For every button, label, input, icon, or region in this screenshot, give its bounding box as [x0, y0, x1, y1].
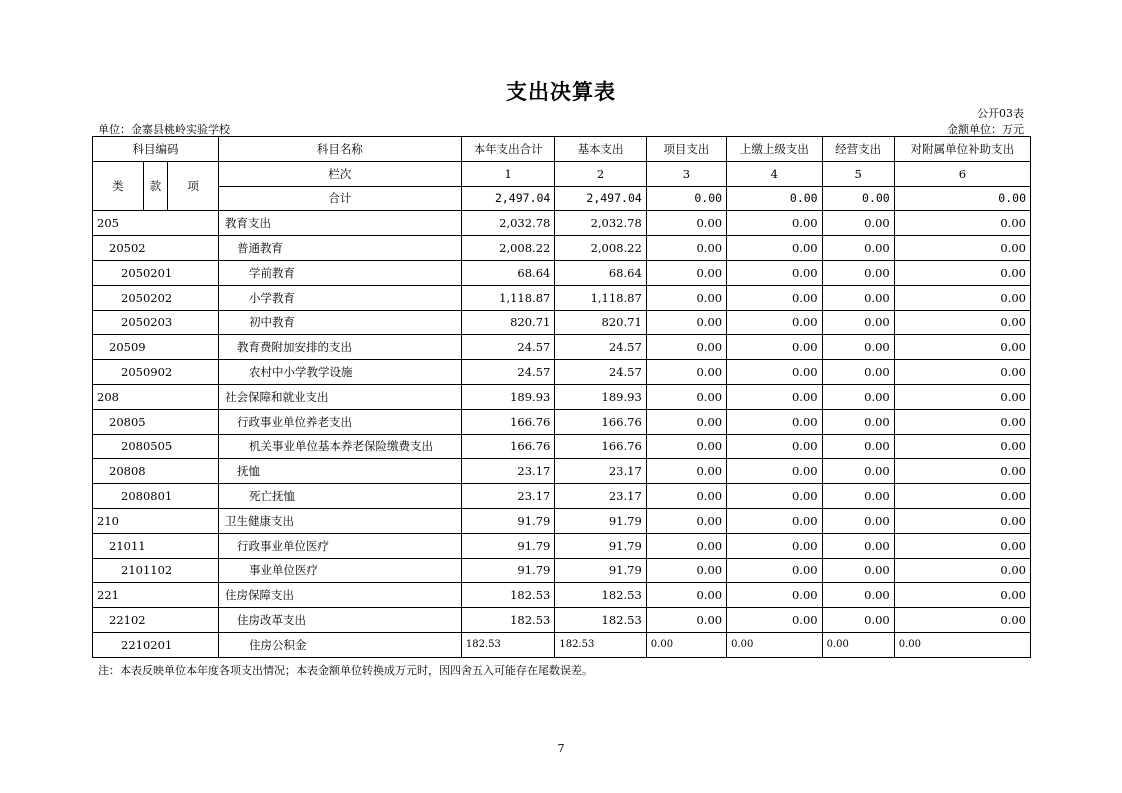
total-value: 0.00: [646, 186, 726, 211]
col-num: 4: [727, 161, 823, 186]
table-row: [93, 384, 1031, 409]
amount-cell: 182.53: [555, 583, 646, 608]
amount-cell: 0.00: [646, 608, 726, 633]
table-row: [93, 360, 1031, 385]
amount-cell: 182.53: [461, 632, 554, 657]
amount-cell: 0.00: [894, 484, 1030, 509]
amount-cell: 0.00: [646, 583, 726, 608]
amount-cell: 0.00: [727, 434, 823, 459]
table-row: [93, 236, 1031, 261]
amount-cell: 0.00: [727, 558, 823, 583]
amount-cell: 24.57: [555, 360, 646, 385]
amount-cell: 0.00: [894, 508, 1030, 533]
amount-cell: 0.00: [727, 285, 823, 310]
subject-name: 住房保障支出: [218, 583, 461, 608]
amount-cell: 91.79: [461, 533, 554, 558]
amount-cell: 0.00: [727, 632, 823, 657]
subject-name: 抚恤: [218, 459, 461, 484]
amount-cell: 0.00: [822, 508, 894, 533]
subject-name: 教育支出: [218, 211, 461, 236]
amount-cell: 0.00: [822, 608, 894, 633]
amount-cell: 0.00: [822, 409, 894, 434]
subject-code: 2210201: [93, 632, 219, 657]
amount-cell: 0.00: [727, 384, 823, 409]
amount-cell: 23.17: [461, 459, 554, 484]
amount-cell: 0.00: [894, 384, 1030, 409]
amount-cell: 68.64: [555, 260, 646, 285]
amount-cell: 0.00: [646, 434, 726, 459]
amount-cell: 0.00: [822, 434, 894, 459]
amount-cell: 0.00: [822, 533, 894, 558]
amount-cell: 0.00: [822, 211, 894, 236]
amount-cell: 0.00: [822, 360, 894, 385]
amount-cell: 0.00: [822, 260, 894, 285]
table-row: [93, 583, 1031, 608]
subject-code: 20805: [93, 409, 219, 434]
amount-cell: 0.00: [646, 632, 726, 657]
header-code: 科目编码: [93, 137, 219, 162]
subject-name: 行政事业单位养老支出: [218, 409, 461, 434]
table-row: [93, 459, 1031, 484]
amount-cell: 0.00: [822, 558, 894, 583]
table-row: [93, 211, 1031, 236]
subject-name: 行政事业单位医疗: [218, 533, 461, 558]
amount-cell: 91.79: [555, 558, 646, 583]
amount-cell: 0.00: [727, 583, 823, 608]
amount-cell: 0.00: [894, 608, 1030, 633]
subject-name: 机关事业单位基本养老保险缴费支出: [218, 434, 461, 459]
amount-cell: 0.00: [727, 484, 823, 509]
total-value: 0.00: [727, 186, 823, 211]
header-col-basic: 基本支出: [555, 137, 646, 162]
amount-cell: 182.53: [461, 608, 554, 633]
amount-cell: 23.17: [555, 459, 646, 484]
amount-cell: 0.00: [894, 211, 1030, 236]
amount-cell: 166.76: [461, 409, 554, 434]
subject-name: 学前教育: [218, 260, 461, 285]
amount-cell: 820.71: [555, 310, 646, 335]
table-row: [93, 409, 1031, 434]
amount-cell: 0.00: [894, 434, 1030, 459]
amount-cell: 166.76: [555, 434, 646, 459]
subject-name: 小学教育: [218, 285, 461, 310]
subject-code: 210: [93, 508, 219, 533]
amount-cell: 68.64: [461, 260, 554, 285]
amount-cell: 0.00: [727, 211, 823, 236]
subject-code: 20502: [93, 236, 219, 261]
amount-cell: 0.00: [822, 632, 894, 657]
subject-code: 20509: [93, 335, 219, 360]
subject-name: 初中教育: [218, 310, 461, 335]
header-col-business: 经营支出: [822, 137, 894, 162]
amount-cell: 0.00: [727, 533, 823, 558]
header-xiang: 项: [168, 161, 219, 211]
amount-cell: 0.00: [894, 459, 1030, 484]
amount-cell: 0.00: [646, 459, 726, 484]
amount-cell: 0.00: [646, 211, 726, 236]
amount-cell: 0.00: [646, 260, 726, 285]
amount-cell: 166.76: [461, 434, 554, 459]
amount-cell: 0.00: [646, 558, 726, 583]
subject-code: 205: [93, 211, 219, 236]
amount-cell: 0.00: [894, 583, 1030, 608]
amount-unit-label: 金额单位：万元: [947, 123, 1024, 136]
subject-code: 2080801: [93, 484, 219, 509]
amount-cell: 0.00: [646, 310, 726, 335]
table-row: [93, 558, 1031, 583]
subject-name: 住房改革支出: [218, 608, 461, 633]
amount-cell: 0.00: [727, 335, 823, 360]
amount-cell: 0.00: [894, 409, 1030, 434]
subject-code: 2050902: [93, 360, 219, 385]
header-col-project: 项目支出: [646, 137, 726, 162]
amount-cell: 0.00: [894, 236, 1030, 261]
amount-cell: 0.00: [822, 459, 894, 484]
amount-cell: 0.00: [822, 335, 894, 360]
subject-code: 21011: [93, 533, 219, 558]
total-row: [93, 186, 1031, 211]
amount-cell: 2,032.78: [555, 211, 646, 236]
subject-name: 教育费附加安排的支出: [218, 335, 461, 360]
amount-cell: 182.53: [555, 608, 646, 633]
amount-cell: 91.79: [555, 533, 646, 558]
amount-cell: 0.00: [822, 583, 894, 608]
subject-code: 20808: [93, 459, 219, 484]
header-col-total: 本年支出合计: [461, 137, 554, 162]
amount-cell: 0.00: [894, 632, 1030, 657]
amount-cell: 0.00: [822, 236, 894, 261]
col-num: 1: [461, 161, 554, 186]
amount-cell: 0.00: [894, 260, 1030, 285]
total-value: 2,497.04: [461, 186, 554, 211]
table-row: [93, 533, 1031, 558]
subject-code: 2050201: [93, 260, 219, 285]
amount-cell: 0.00: [727, 459, 823, 484]
amount-cell: 0.00: [894, 335, 1030, 360]
amount-cell: 24.57: [461, 335, 554, 360]
footnote: 注：本表反映单位本年度各项支出情况；本表金额单位转换成万元时，因四舍五入可能存在尾数误差。: [98, 664, 593, 677]
subject-code: 2101102: [93, 558, 219, 583]
total-value: 0.00: [822, 186, 894, 211]
amount-cell: 24.57: [555, 335, 646, 360]
amount-cell: 0.00: [727, 360, 823, 385]
header-col-subsidy: 对附属单位补助支出: [894, 137, 1030, 162]
col-num: 5: [822, 161, 894, 186]
amount-cell: 0.00: [894, 285, 1030, 310]
amount-cell: 0.00: [646, 285, 726, 310]
form-number: 公开03表: [977, 107, 1024, 120]
amount-cell: 0.00: [727, 310, 823, 335]
header-lei: 类: [93, 161, 144, 211]
amount-cell: 0.00: [646, 384, 726, 409]
amount-cell: 0.00: [894, 360, 1030, 385]
subject-name: 农村中小学教学设施: [218, 360, 461, 385]
amount-cell: 182.53: [555, 632, 646, 657]
col-num: 2: [555, 161, 646, 186]
amount-cell: 2,032.78: [461, 211, 554, 236]
amount-cell: 0.00: [894, 310, 1030, 335]
table-row: [93, 285, 1031, 310]
amount-cell: 0.00: [727, 260, 823, 285]
subject-name: 社会保障和就业支出: [218, 384, 461, 409]
subject-name: 事业单位医疗: [218, 558, 461, 583]
table-row: [93, 310, 1031, 335]
page-number: 7: [557, 742, 565, 755]
subject-name: 住房公积金: [218, 632, 461, 657]
subject-code: 2050203: [93, 310, 219, 335]
amount-cell: 0.00: [894, 558, 1030, 583]
expenditure-table: [92, 136, 1031, 658]
amount-cell: 189.93: [461, 384, 554, 409]
amount-cell: 0.00: [822, 310, 894, 335]
amount-cell: 0.00: [646, 409, 726, 434]
col-num: 3: [646, 161, 726, 186]
amount-cell: 0.00: [894, 533, 1030, 558]
amount-cell: 24.57: [461, 360, 554, 385]
header-kuan: 款: [143, 161, 167, 211]
amount-cell: 1,118.87: [461, 285, 554, 310]
subject-code: 22102: [93, 608, 219, 633]
table-row: [93, 632, 1031, 657]
amount-cell: 23.17: [555, 484, 646, 509]
amount-cell: 166.76: [555, 409, 646, 434]
table-row: [93, 434, 1031, 459]
subject-code: 208: [93, 384, 219, 409]
subject-code: 2050202: [93, 285, 219, 310]
table-row: [93, 335, 1031, 360]
amount-cell: 2,008.22: [461, 236, 554, 261]
amount-cell: 0.00: [822, 285, 894, 310]
amount-cell: 0.00: [646, 360, 726, 385]
subject-code: 2080505: [93, 434, 219, 459]
amount-cell: 0.00: [727, 608, 823, 633]
amount-cell: 2,008.22: [555, 236, 646, 261]
col-num: 6: [894, 161, 1030, 186]
total-label: 合计: [218, 186, 461, 211]
amount-cell: 189.93: [555, 384, 646, 409]
amount-cell: 182.53: [461, 583, 554, 608]
amount-cell: 0.00: [646, 533, 726, 558]
unit-label: 单位：金寨县桃岭实验学校: [98, 123, 230, 136]
header-col-remit: 上缴上级支出: [727, 137, 823, 162]
amount-cell: 0.00: [646, 484, 726, 509]
amount-cell: 0.00: [727, 409, 823, 434]
header-row: [93, 137, 1031, 162]
subject-name: 卫生健康支出: [218, 508, 461, 533]
amount-cell: 0.00: [822, 384, 894, 409]
amount-cell: 0.00: [646, 236, 726, 261]
subject-name: 死亡抚恤: [218, 484, 461, 509]
header-name: 科目名称: [218, 137, 461, 162]
table-row: [93, 484, 1031, 509]
table-row: [93, 508, 1031, 533]
page-title: 支出决算表: [506, 80, 616, 104]
amount-cell: 0.00: [727, 236, 823, 261]
amount-cell: 1,118.87: [555, 285, 646, 310]
amount-cell: 820.71: [461, 310, 554, 335]
amount-cell: 23.17: [461, 484, 554, 509]
amount-cell: 0.00: [646, 335, 726, 360]
amount-cell: 91.79: [461, 558, 554, 583]
total-value: 2,497.04: [555, 186, 646, 211]
table-row: [93, 608, 1031, 633]
subject-code: 221: [93, 583, 219, 608]
header-lanci: 栏次: [218, 161, 461, 186]
total-value: 0.00: [894, 186, 1030, 211]
amount-cell: 91.79: [461, 508, 554, 533]
amount-cell: 91.79: [555, 508, 646, 533]
table-row: [93, 260, 1031, 285]
amount-cell: 0.00: [822, 484, 894, 509]
subject-name: 普通教育: [218, 236, 461, 261]
amount-cell: 0.00: [727, 508, 823, 533]
amount-cell: 0.00: [646, 508, 726, 533]
column-number-row: [93, 161, 1031, 186]
